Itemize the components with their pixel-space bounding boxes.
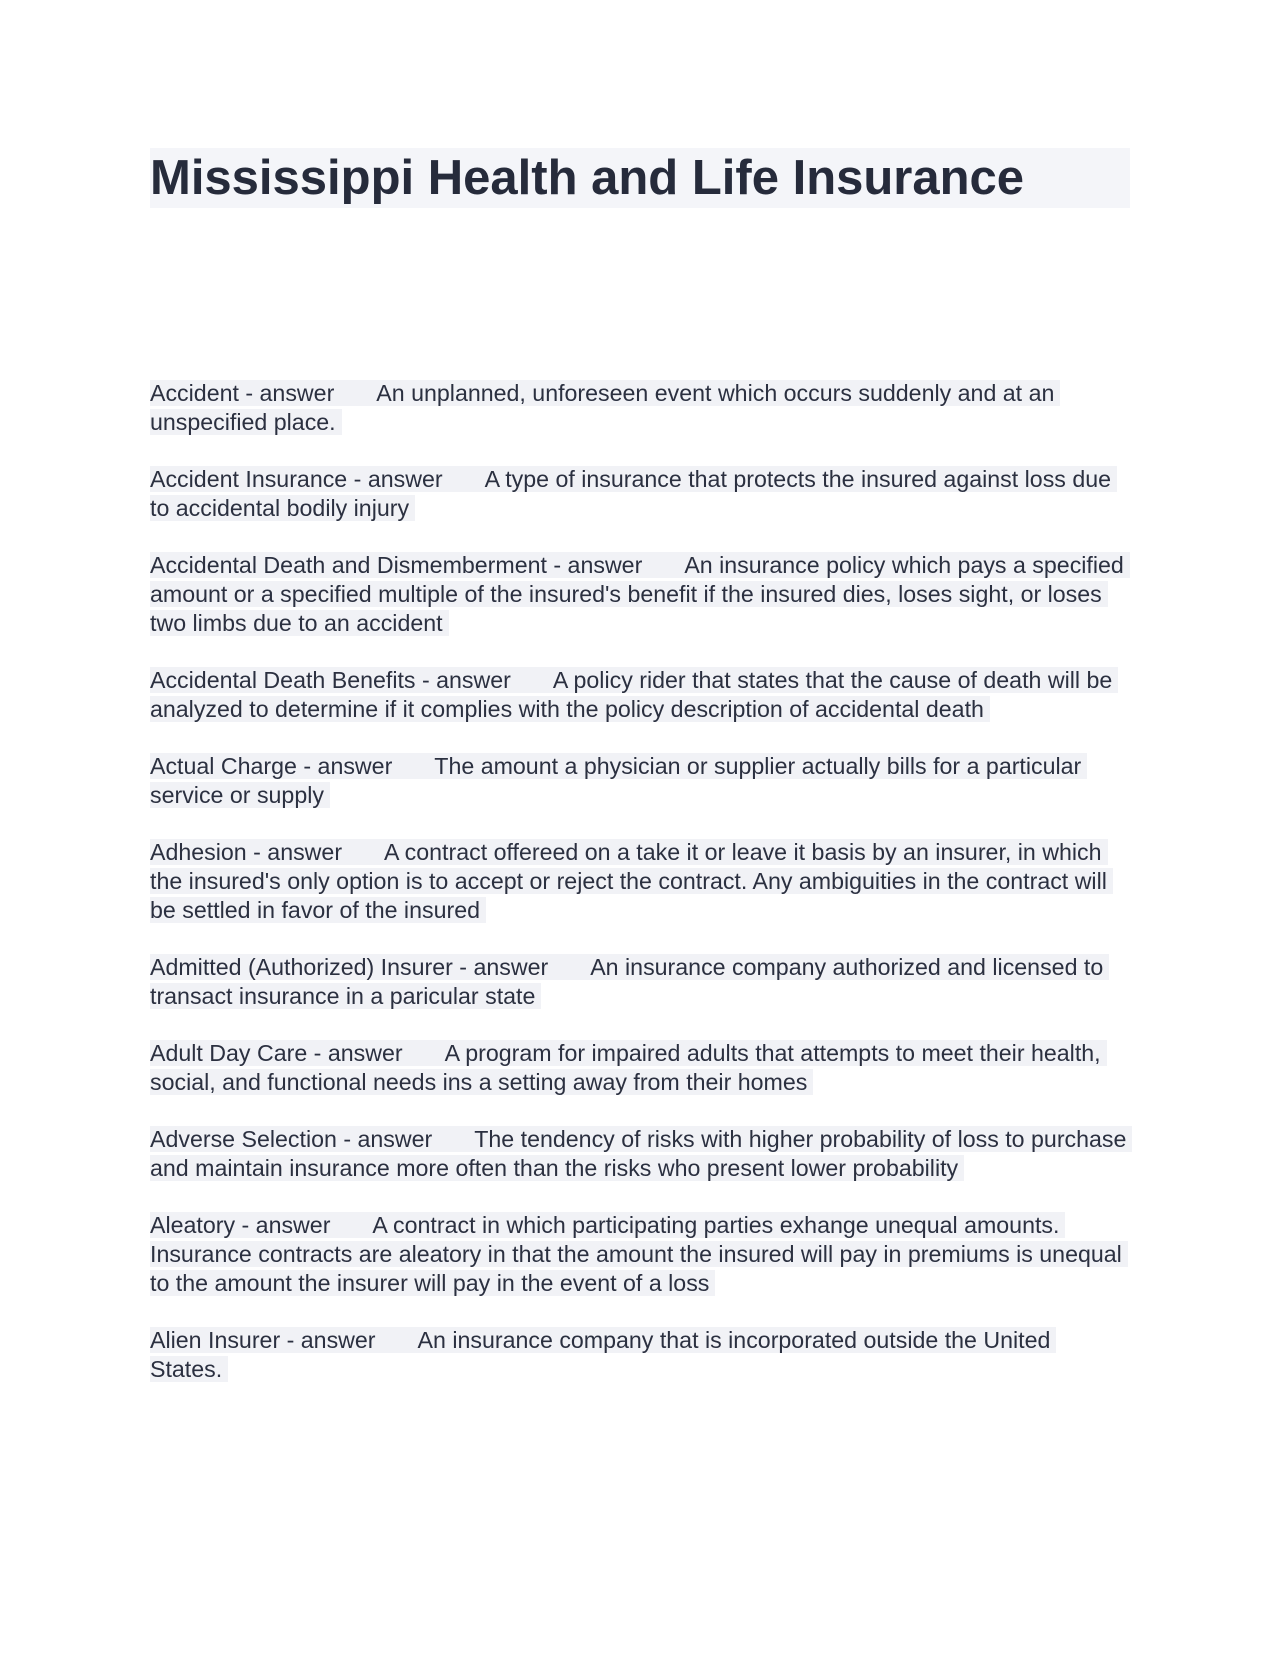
entry-definition: The tendency of risks with higher probability of loss to purchase and maintain insurance more often than the risks who present lower probability <box>150 1126 1127 1181</box>
entry-definition: An unplanned, unforeseen event which occurs suddenly and at an unspecified place. <box>150 380 1055 435</box>
entry-definition: A contract offereed on a take it or leave it basis by an insurer, in which the insured's only option is to accept or reject the contract. Any ambiguities in the contract will be settled in favor of the insured <box>150 839 1107 923</box>
title-block <box>150 148 1130 208</box>
document-page <box>150 148 1130 1382</box>
entry-term: Accident - answer <box>150 380 335 406</box>
glossary-entry <box>150 1211 1130 1298</box>
entry-definition: The amount a physician or supplier actually bills for a particular service or supply <box>150 753 1082 808</box>
glossary-entry <box>150 1125 1130 1183</box>
entry-term: Adult Day Care - answer <box>150 1040 403 1066</box>
glossary-entry <box>150 465 1130 523</box>
entry-term: Actual Charge - answer <box>150 753 393 779</box>
entry-term: Accident Insurance - answer <box>150 466 443 492</box>
entry-definition: A program for impaired adults that attempts to meet their health, social, and functional needs ins a setting away from their homes <box>150 1040 1101 1095</box>
glossary-entry <box>150 379 1130 437</box>
entry-definition: An insurance company that is incorporated outside the United States. <box>150 1327 1051 1382</box>
glossary-entry <box>150 1039 1130 1097</box>
glossary-entry <box>150 838 1130 925</box>
glossary-list <box>150 379 1130 1412</box>
entry-term: Admitted (Authorized) Insurer - answer <box>150 954 549 980</box>
entry-term: Adverse Selection - answer <box>150 1126 433 1152</box>
glossary-entry <box>150 551 1130 638</box>
glossary-entry <box>150 666 1130 724</box>
entry-definition: An insurance company authorized and licensed to transact insurance in a paricular state <box>150 954 1104 1009</box>
entry-definition: A type of insurance that protects the insured against loss due to accidental bodily injury <box>150 466 1112 521</box>
entry-definition: A policy rider that states that the cause of death will be analyzed to determine if it complies with the policy description of accidental death <box>150 667 1113 722</box>
entry-term: Aleatory - answer <box>150 1212 331 1238</box>
entry-term: Accidental Death and Dismemberment - answer <box>150 552 643 578</box>
entry-definition: A contract in which participating parties exhange unequal amounts. Insurance contracts are aleatory in that the amount the insured will pay in premiums is unequal to the amount the insurer will pay in the event of a loss <box>150 1212 1122 1296</box>
entry-term: Adhesion - answer <box>150 839 343 865</box>
glossary-entry <box>150 1326 1130 1384</box>
entry-term: Alien Insurer - answer <box>150 1327 376 1353</box>
page-title: Mississippi Health and Life Insurance <box>150 151 1025 205</box>
entry-definition: An insurance policy which pays a specified amount or a specified multiple of the insured's benefit if the insured dies, loses sight, or loses two limbs due to an accident <box>150 552 1124 636</box>
glossary-entry <box>150 752 1130 810</box>
entry-term: Accidental Death Benefits - answer <box>150 667 511 693</box>
glossary-entry <box>150 953 1130 1011</box>
